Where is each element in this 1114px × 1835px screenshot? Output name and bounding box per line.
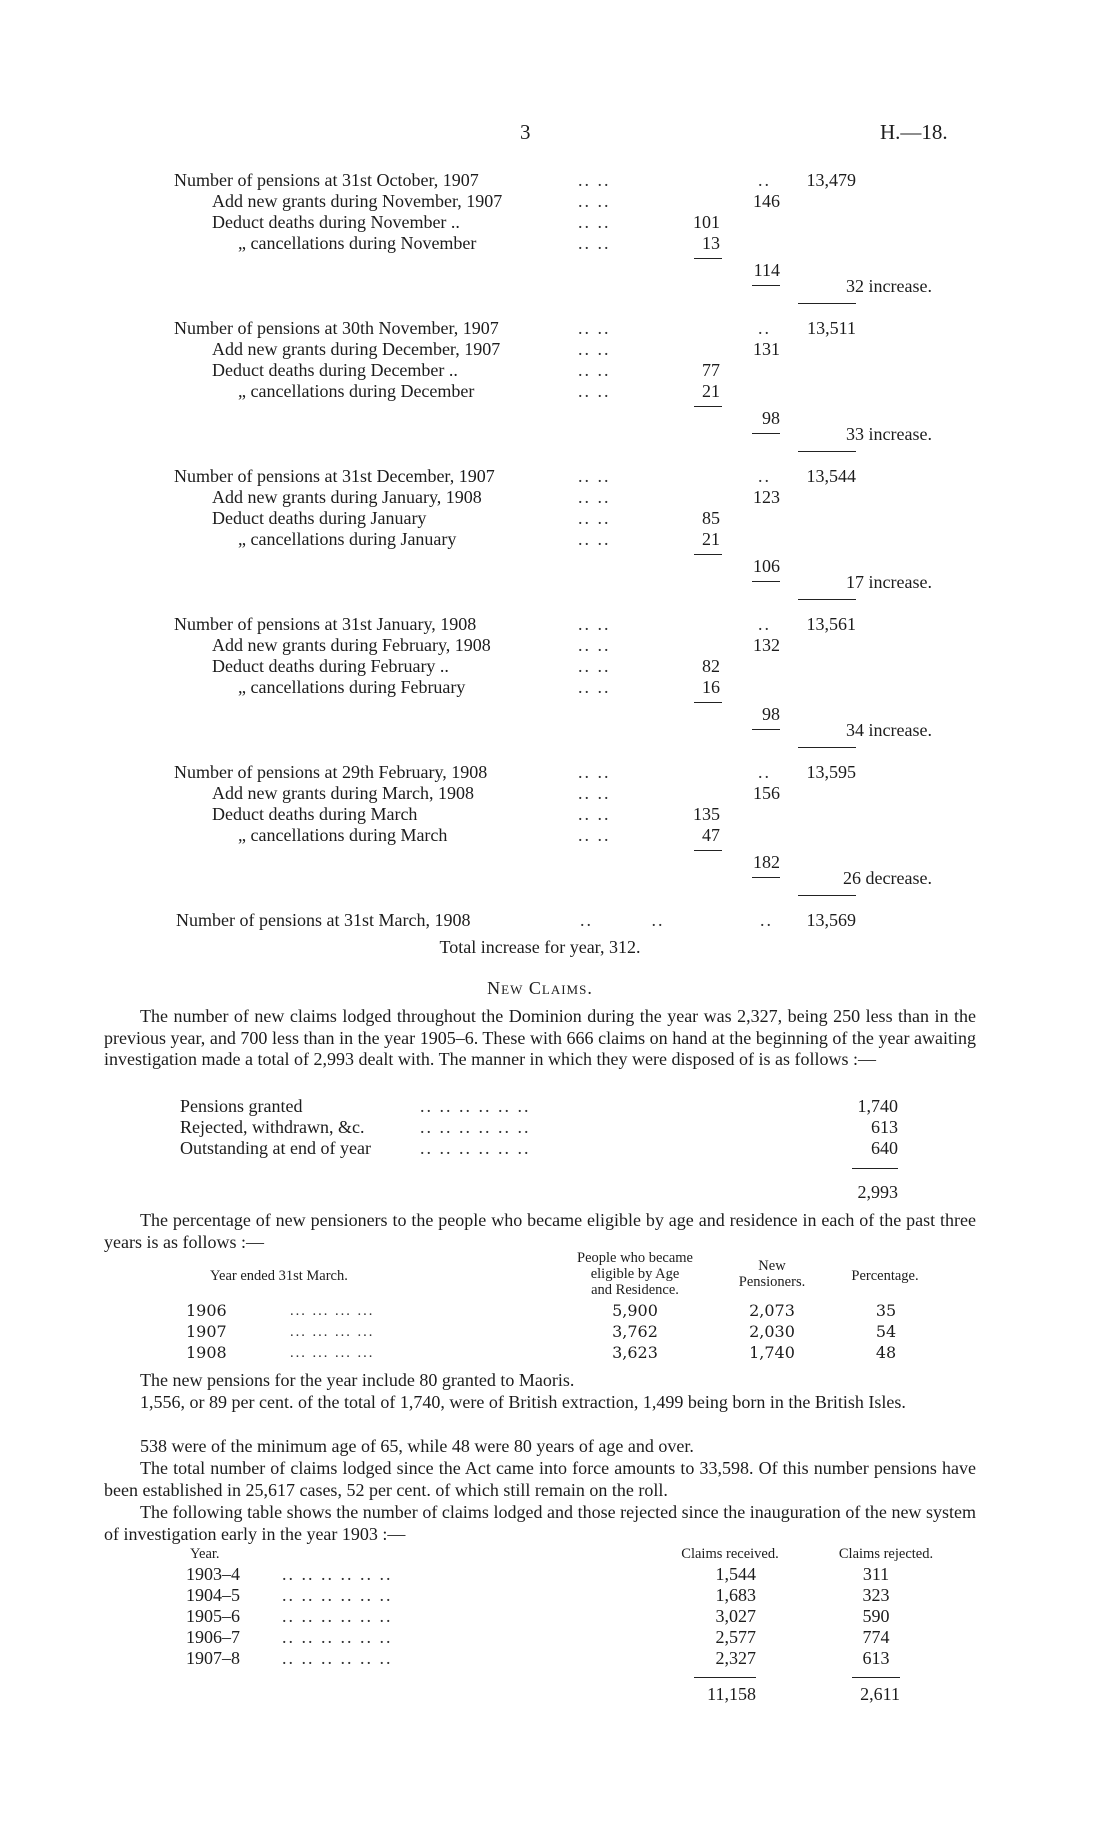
start-count-label: Number of pensions at 31st October, 1907 (174, 170, 479, 190)
leader-dots: .. .. (578, 191, 611, 211)
leader-dots: .. .. (578, 212, 611, 232)
new-grants-value: 132 (753, 635, 780, 655)
sum-rule (752, 877, 780, 878)
claims-row-year: 1904–5 (186, 1585, 240, 1605)
leader-dots: .. .. (578, 656, 611, 676)
claims-row-received: 1,683 (715, 1585, 756, 1605)
claims-row-rejected: 590 (862, 1606, 890, 1626)
leader-dots: ... ... ... ... (290, 1303, 375, 1319)
sum-rule (752, 433, 780, 434)
pct-header-eligible-2: eligible by Age (590, 1266, 680, 1282)
cancellations-label: „ cancellations during February (238, 677, 466, 697)
claims-row-year: 1903–4 (186, 1564, 240, 1584)
total-increase: Total increase for year, 312. (439, 937, 641, 957)
leader-dots: .. (760, 910, 773, 930)
leader-dots: .. .. .. .. .. .. (282, 1648, 393, 1668)
sum-rule (798, 303, 856, 304)
leader-dots: .. .. (578, 804, 611, 824)
paragraph-british: 1,556, or 89 per cent. of the total of 1,740, were of British extraction, 1,499 being born in the British Isles. (140, 1392, 906, 1412)
leader-dots: .. .. .. .. .. .. (282, 1564, 393, 1584)
deaths-label: Deduct deaths during February .. (212, 656, 449, 676)
sum-rule (694, 850, 722, 851)
removed-total-value: 106 (753, 556, 780, 576)
deaths-value: 82 (702, 656, 720, 676)
claims-row-received: 2,327 (715, 1648, 756, 1668)
cancellations-value: 16 (702, 677, 720, 697)
new-grants-value: 123 (753, 487, 780, 507)
leader-dots: .. (758, 614, 771, 634)
removed-total-value: 98 (762, 704, 780, 724)
leader-dots: .. .. (578, 466, 611, 486)
cancellations-value: 21 (702, 381, 720, 401)
start-count-value: 13,544 (806, 466, 856, 486)
claims-row-year: 1905–6 (186, 1606, 240, 1626)
disposal-value: 613 (871, 1117, 898, 1137)
pct-row-percentage: 54 (875, 1322, 897, 1341)
claims-header-received: Claims received. (681, 1546, 779, 1562)
pct-row-percentage: 48 (875, 1343, 897, 1362)
sum-rule (752, 581, 780, 582)
claims-total-received: 11,158 (707, 1684, 756, 1704)
pct-header-year: Year ended 31st March. (210, 1268, 348, 1284)
cancellations-label: „ cancellations during November (238, 233, 477, 253)
deaths-value: 135 (693, 804, 720, 824)
cancellations-label: „ cancellations during March (238, 825, 448, 845)
cancellations-value: 13 (702, 233, 720, 253)
new-grants-label: Add new grants during December, 1907 (212, 339, 501, 359)
leader-dots: .. .. .. .. .. .. (420, 1117, 531, 1137)
leader-dots: .. (758, 318, 771, 338)
sum-rule (694, 1677, 756, 1678)
claims-row-year: 1906–7 (186, 1627, 240, 1647)
leader-dots: .. .. (578, 233, 611, 253)
new-grants-label: Add new grants during November, 1907 (212, 191, 503, 211)
pct-header-eligible-1: People who became (577, 1250, 693, 1266)
pct-row-eligible: 3,623 (612, 1343, 658, 1362)
disposal-total: 2,993 (857, 1182, 898, 1202)
deaths-value: 77 (702, 360, 720, 380)
net-change: 26 decrease. (843, 868, 932, 888)
sum-rule (798, 599, 856, 600)
sum-rule (694, 702, 722, 703)
sum-rule (694, 406, 722, 407)
leader-dots: .. .. .. .. .. .. (282, 1606, 393, 1626)
sum-rule (752, 729, 780, 730)
removed-total-value: 114 (753, 260, 780, 280)
net-change: 32 increase. (846, 276, 932, 296)
deaths-label: Deduct deaths during March (212, 804, 418, 824)
pct-row-percentage: 35 (875, 1301, 897, 1320)
disposal-label: Rejected, withdrawn, &c. (180, 1117, 365, 1137)
leader-dots: .. (758, 170, 771, 190)
new-grants-value: 131 (753, 339, 780, 359)
start-count-value: 13,561 (806, 614, 856, 634)
claims-row-received: 2,577 (715, 1627, 756, 1647)
pct-header-new-1: New (758, 1258, 786, 1274)
paragraph-maoris: The new pensions for the year include 80 granted to Maoris. (140, 1370, 575, 1390)
claims-total-rejected: 2,611 (860, 1684, 900, 1704)
disposal-label: Outstanding at end of year (180, 1138, 371, 1158)
leader-dots: .. .. (578, 487, 611, 507)
net-change: 33 increase. (846, 424, 932, 444)
disposal-value: 640 (871, 1138, 898, 1158)
sum-rule (852, 1677, 900, 1678)
leader-dots: .. .. (578, 635, 611, 655)
start-count-value: 13,595 (806, 762, 856, 782)
removed-total-value: 98 (762, 408, 780, 428)
start-count-value: 13,479 (806, 170, 856, 190)
pct-row-new: 2,073 (749, 1301, 795, 1320)
cancellations-value: 47 (702, 825, 720, 845)
leader-dots: .. .. .. .. .. .. (282, 1585, 393, 1605)
cancellations-label: „ cancellations during January (238, 529, 457, 549)
claims-row-year: 1907–8 (186, 1648, 240, 1668)
leader-dots: ... ... ... ... (290, 1324, 375, 1340)
leader-dots: ... ... ... ... (290, 1345, 375, 1361)
start-count-label: Number of pensions at 31st January, 1908 (174, 614, 477, 634)
deaths-value: 101 (693, 212, 720, 232)
leader-dots: .. .. (580, 910, 665, 930)
claims-row-received: 1,544 (715, 1564, 756, 1584)
page-number: 3 (520, 120, 531, 144)
leader-dots: .. .. (578, 529, 611, 549)
new-grants-label: Add new grants during January, 1908 (212, 487, 482, 507)
claims-row-rejected: 774 (862, 1627, 890, 1647)
deaths-value: 85 (702, 508, 720, 528)
paragraph-total-claims: The total number of claims lodged since the Act came into force amounts to 33,598. Of this number pensions have been established in 25,617 cases, 52 per cent. of which still remain on the roll. (104, 1458, 976, 1500)
claims-row-rejected: 323 (862, 1585, 890, 1605)
deaths-label: Deduct deaths during January (212, 508, 427, 528)
pct-row-new: 1,740 (749, 1343, 795, 1362)
pct-row-new: 2,030 (749, 1322, 795, 1341)
sum-rule (852, 1168, 898, 1169)
start-count-label: Number of pensions at 29th February, 1908 (174, 762, 488, 782)
leader-dots: .. .. (578, 677, 611, 697)
start-count-label: Number of pensions at 30th November, 1907 (174, 318, 499, 338)
leader-dots: .. .. (578, 318, 611, 338)
new-claims-intro: The number of new claims lodged throughout the Dominion during the year was 2,327, being 250 less than in the previous year, and 700 less than in the year 1905–6. These with 666 claims on hand at the beginning of the year awaiting investigation made a total of 2,993 dealt with. The manner in which they were disposed of is as follows :— (104, 1006, 976, 1070)
leader-dots: .. .. (578, 360, 611, 380)
pct-header-eligible-3: and Residence. (591, 1282, 679, 1298)
claims-row-rejected: 613 (862, 1648, 890, 1668)
leader-dots: .. (758, 762, 771, 782)
claims-header-year: Year. (190, 1546, 220, 1562)
sum-rule (798, 747, 856, 748)
leader-dots: .. .. (578, 508, 611, 528)
final-count-label: Number of pensions at 31st March, 1908 (176, 910, 471, 930)
disposal-value: 1,740 (857, 1096, 898, 1116)
deaths-label: Deduct deaths during November .. (212, 212, 460, 232)
leader-dots: .. .. .. .. .. .. (420, 1138, 531, 1158)
leader-dots: .. (758, 466, 771, 486)
disposal-label: Pensions granted (180, 1096, 303, 1116)
claims-header-rejected: Claims rejected. (838, 1546, 934, 1562)
pct-row-year: 1908 (186, 1343, 227, 1362)
sum-rule (798, 895, 856, 896)
leader-dots: .. .. (578, 762, 611, 782)
start-count-label: Number of pensions at 31st December, 1907 (174, 466, 495, 486)
claims-row-rejected: 311 (862, 1564, 890, 1584)
new-grants-label: Add new grants during March, 1908 (212, 783, 474, 803)
sum-rule (798, 451, 856, 452)
leader-dots: .. .. .. .. .. .. (420, 1096, 531, 1116)
final-count-value: 13,569 (806, 910, 856, 930)
sum-rule (752, 285, 780, 286)
leader-dots: .. .. .. .. .. .. (282, 1627, 393, 1647)
paragraph-table-intro: The following table shows the number of claims lodged and those rejected since the inauguration of the new system of investigation early in the year 1903 :— (104, 1502, 976, 1544)
leader-dots: .. .. (578, 783, 611, 803)
leader-dots: .. .. (578, 339, 611, 359)
sum-rule (694, 554, 722, 555)
pct-header-new-2: Pensioners. (738, 1274, 806, 1290)
document-reference: H.—18. (880, 120, 948, 144)
pct-header-percentage: Percentage. (851, 1268, 919, 1284)
sum-rule (694, 258, 722, 259)
percentage-intro: The percentage of new pensioners to the people who became eligible by age and residence in each of the past three years is as follows :— (104, 1210, 976, 1252)
new-grants-label: Add new grants during February, 1908 (212, 635, 491, 655)
leader-dots: .. .. (578, 170, 611, 190)
new-grants-value: 146 (753, 191, 780, 211)
leader-dots: .. .. (578, 825, 611, 845)
claims-row-received: 3,027 (715, 1606, 756, 1626)
net-change: 34 increase. (846, 720, 932, 740)
cancellations-value: 21 (702, 529, 720, 549)
paragraph-age: 538 were of the minimum age of 65, while 48 were 80 years of age and over. (140, 1436, 694, 1456)
net-change: 17 increase. (846, 572, 932, 592)
removed-total-value: 182 (753, 852, 780, 872)
section-heading-new-claims: New Claims. (487, 978, 593, 998)
cancellations-label: „ cancellations during December (238, 381, 475, 401)
pct-row-eligible: 5,900 (612, 1301, 658, 1320)
pct-row-eligible: 3,762 (612, 1322, 658, 1341)
new-grants-value: 156 (753, 783, 780, 803)
pct-row-year: 1906 (186, 1301, 227, 1320)
leader-dots: .. .. (578, 381, 611, 401)
start-count-value: 13,511 (807, 318, 856, 338)
deaths-label: Deduct deaths during December .. (212, 360, 458, 380)
pct-row-year: 1907 (186, 1322, 227, 1341)
leader-dots: .. .. (578, 614, 611, 634)
